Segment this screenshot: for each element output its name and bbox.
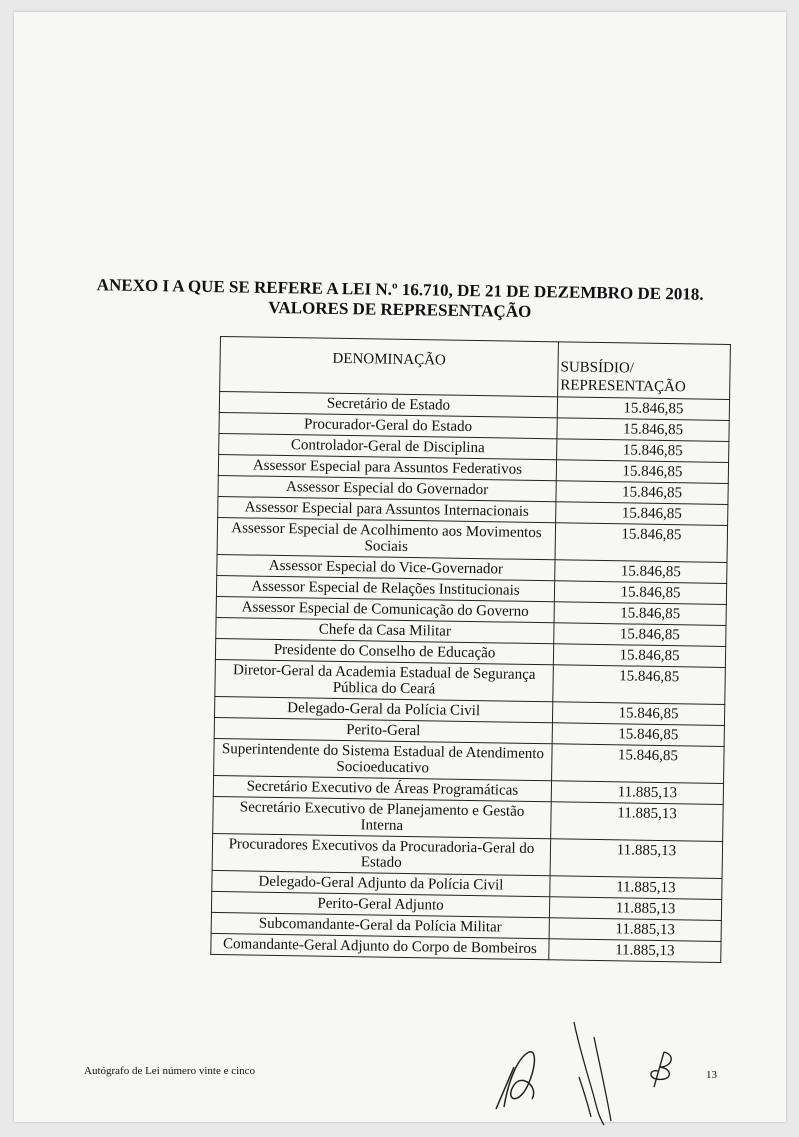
row-valor: 15.846,85 (556, 481, 728, 505)
row-valor: 15.846,85 (552, 744, 725, 784)
representation-table (210, 336, 731, 963)
row-valor: 15.846,85 (554, 581, 726, 605)
row-denominacao: Assessor Especial de Acolhimento aos Movimentos Sociais (217, 517, 556, 559)
row-denominacao: Assessor Especial de Relações Institucionais (216, 575, 554, 601)
header-subsidio-line1: SUBSÍDIO/ (560, 359, 635, 377)
row-denominacao: Perito-Geral Adjunto (211, 891, 549, 917)
row-valor: 15.846,85 (554, 602, 726, 626)
row-denominacao: Secretário Executivo de Áreas Programáticas (213, 775, 551, 801)
row-valor: 15.846,85 (557, 397, 729, 421)
row-denominacao: Secretário de Estado (219, 392, 557, 418)
row-denominacao: Superintendente do Sistema Estadual de Atendimento Socioeducativo (214, 738, 553, 780)
row-valor: 15.846,85 (554, 623, 726, 647)
footer-autografo: Autógrafo de Lei número vinte e cinco (84, 1065, 256, 1077)
row-denominacao: Delegado-Geral da Polícia Civil (215, 696, 553, 722)
row-denominacao: Subcomandante-Geral da Polícia Militar (211, 912, 549, 938)
row-denominacao: Perito-Geral (214, 717, 552, 743)
header-denominacao: DENOMINAÇÃO (220, 337, 559, 397)
row-valor: 15.846,85 (557, 418, 729, 442)
title-line-1: ANEXO I A QUE SE REFERE A LEI N.º 16.710, DE 21 DE DEZEMBRO DE 2018. (96, 275, 704, 304)
row-denominacao: Controlador-Geral de Disciplina (219, 433, 557, 459)
row-valor: 15.846,85 (556, 460, 728, 484)
signature-mark-1 (484, 1037, 564, 1117)
row-denominacao: Secretário Executivo de Planejamento e Gestão Interna (213, 796, 552, 838)
row-valor: 15.846,85 (557, 439, 729, 463)
header-subsidio-line2: REPRESENTAÇÃO (560, 377, 686, 396)
row-valor: 11.885,13 (549, 897, 721, 921)
row-denominacao: Presidente do Conselho de Educação (215, 638, 553, 664)
row-valor: 11.885,13 (550, 839, 723, 879)
document-title (14, 274, 787, 326)
row-denominacao: Diretor-Geral da Academia Estadual de Segurança Pública do Ceará (215, 659, 554, 701)
signature-mark-2 (569, 1017, 629, 1127)
row-denominacao: Assessor Especial de Comunicação do Governo (216, 596, 554, 622)
title-line-2: VALORES DE REPRESENTAÇÃO (268, 297, 532, 322)
representation-table-wrapper (210, 336, 730, 963)
row-denominacao: Comandante-Geral Adjunto do Corpo de Bombeiros (211, 933, 549, 959)
row-denominacao: Chefe da Casa Militar (216, 617, 554, 643)
row-denominacao: Assessor Especial para Assuntos Internacionais (218, 496, 556, 522)
row-valor: 15.846,85 (553, 644, 725, 668)
row-valor: 11.885,13 (550, 876, 722, 900)
row-valor: 11.885,13 (549, 939, 721, 963)
row-valor: 15.846,85 (552, 723, 724, 747)
row-valor: 15.846,85 (556, 502, 728, 526)
table-header-row (220, 337, 731, 400)
row-valor: 11.885,13 (549, 918, 721, 942)
row-valor: 15.846,85 (553, 665, 726, 705)
row-denominacao: Procurador-Geral do Estado (219, 412, 557, 438)
row-valor: 15.846,85 (555, 523, 728, 563)
page-number: 13 (706, 1069, 717, 1081)
row-denominacao: Assessor Especial do Governador (218, 475, 556, 501)
header-subsidio (558, 342, 731, 400)
row-denominacao: Assessor Especial do Vice-Governador (217, 554, 555, 580)
row-denominacao: Procuradores Executivos da Procuradoria-Geral do Estado (212, 833, 551, 875)
row-denominacao: Assessor Especial para Assuntos Federativos (218, 454, 556, 480)
document-page (14, 12, 786, 1122)
row-valor: 15.846,85 (552, 702, 724, 726)
row-valor: 11.885,13 (551, 802, 724, 842)
row-valor: 15.846,85 (555, 560, 727, 584)
row-valor: 11.885,13 (551, 781, 723, 805)
initials-mark (642, 1047, 682, 1092)
row-denominacao: Delegado-Geral Adjunto da Polícia Civil (212, 870, 550, 896)
table-body (211, 392, 730, 963)
